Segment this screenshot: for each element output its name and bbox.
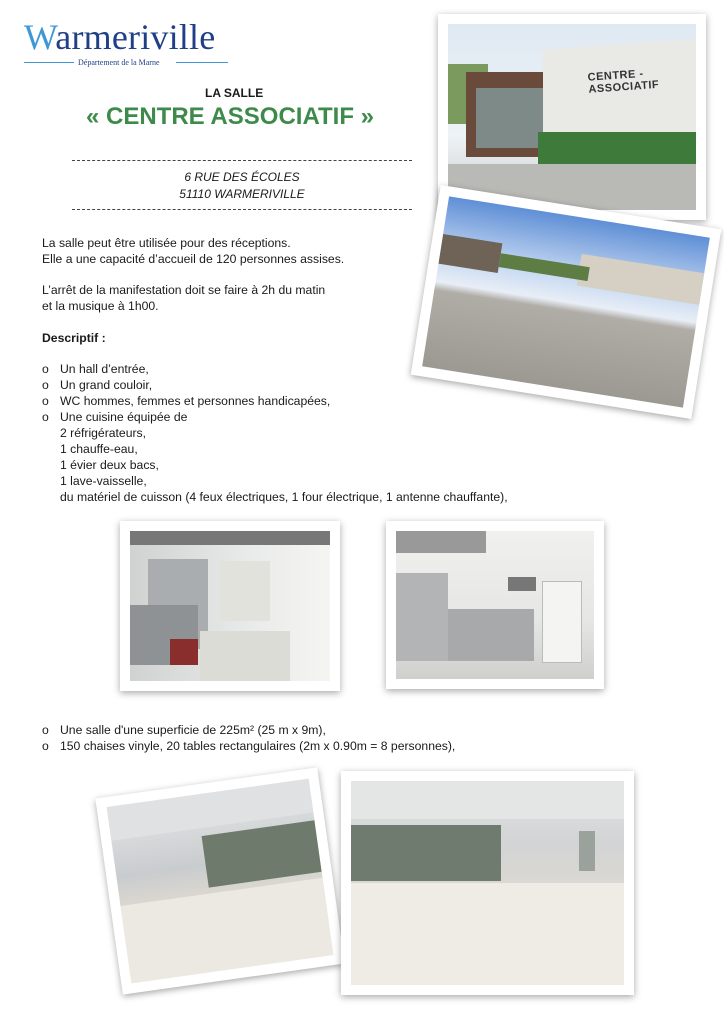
bullet-marker: o: [42, 410, 49, 424]
photo-kitchen-2: [386, 521, 604, 689]
address-line-1: 6 RUE DES ÉCOLES: [184, 170, 300, 184]
list-item: o Un grand couloir,: [42, 378, 153, 392]
bullet-marker: o: [42, 362, 49, 376]
photo-hall-2-image: [351, 781, 624, 985]
descriptif-heading: Descriptif :: [42, 331, 106, 345]
description-list: [42, 361, 508, 505]
list-item: o 150 chaises vinyle, 20 tables rectangulaires (2m x 0.90m = 8 personnes),: [42, 739, 456, 753]
kitchen-item: 1 chauffe-eau,: [60, 442, 138, 456]
list-item: o Un hall d’entrée,: [42, 362, 149, 376]
photo-street-image: [422, 196, 710, 407]
bullet-marker: o: [42, 723, 49, 737]
divider-bottom: [72, 209, 412, 210]
photo-building-exterior: [438, 14, 706, 220]
page-title: « CENTRE ASSOCIATIF »: [85, 103, 375, 130]
photo-hall-1-image: [107, 779, 334, 984]
bullet-marker: o: [42, 378, 49, 392]
kitchen-item: du matériel de cuisson (4 feux électriques, 1 four électrique, 1 antenne chauffante),: [60, 490, 508, 504]
bullet-marker: o: [42, 739, 49, 753]
address-line-2: 51110 WARMERIVILLE: [179, 187, 305, 201]
photo-kitchen-1-image: [130, 531, 330, 681]
intro-line-2: Elle a une capacité d’accueil de 120 personnes assises.: [42, 252, 345, 266]
list-item: o Une cuisine équipée de: [42, 410, 188, 424]
logo: [24, 17, 234, 67]
logo-subtitle: Département de la Marne: [78, 58, 160, 67]
photo-building-image: [448, 24, 696, 210]
building-sign: CENTRE - ASSOCIATIF: [587, 67, 660, 96]
list-item: o WC hommes, femmes et personnes handicapées,: [42, 394, 331, 408]
divider-top: [72, 160, 412, 161]
description-list-2: [42, 722, 455, 754]
intro-line-1: La salle peut être utilisée pour des réceptions.: [42, 236, 291, 250]
kitchen-item: 1 évier deux bacs,: [60, 458, 159, 472]
bullet-marker: o: [42, 394, 49, 408]
intro-line-4: et la musique à 1h00.: [42, 299, 159, 313]
logo-wordmark: Warmeriville: [24, 17, 216, 57]
kitchen-item: 2 réfrigérateurs,: [60, 426, 147, 440]
photo-kitchen-1: [120, 521, 340, 691]
kitchen-item: 1 lave-vaisselle,: [60, 474, 147, 488]
photo-hall-2: [341, 771, 634, 995]
photo-hall-1: [95, 767, 344, 994]
photo-kitchen-2-image: [396, 531, 594, 679]
logo-rule-left: [24, 62, 74, 63]
list-item: o Une salle d'une superficie de 225m² (25 m x 9m),: [42, 723, 326, 737]
salle-label: LA SALLE: [205, 86, 264, 100]
intro-line-3: L’arrêt de la manifestation doit se faire à 2h du matin: [42, 283, 326, 297]
logo-rule-right: [176, 62, 228, 63]
